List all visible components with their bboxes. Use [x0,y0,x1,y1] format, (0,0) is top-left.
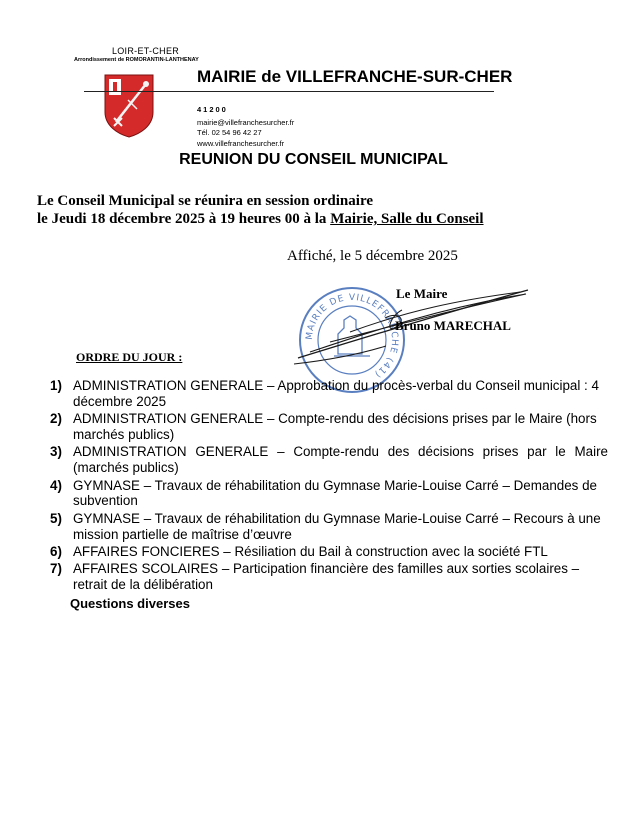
item-number: 1) [50,378,62,393]
arrondissement: Arrondissement de ROMORANTIN-LANTHENAY [74,57,199,63]
header-divider [84,91,494,92]
item-category: GYMNASE [73,510,140,526]
mayor-title: Le Maire [396,286,448,301]
document-title: REUNION DU CONSEIL MUNICIPAL [179,151,448,168]
item-text: Approbation du procès-verbal du Conseil municipal : 4 décembre 2025 [73,378,599,409]
item-text: Compte-rendu des décisions prises par le Maire (marchés publics) [73,444,608,476]
session-place: Mairie, Salle du Conseil [330,211,484,227]
agenda-item: 5) GYMNASE – Travaux de réhabilitation du Gymnase Marie-Louise Carré – Recours à une mission partielle de maîtrise d’œuvre [50,510,601,542]
department-name: LOIR-ET-CHER [111,46,180,56]
item-number: 3) [50,444,62,460]
item-number: 2) [50,411,62,427]
agenda-item: 2) ADMINISTRATION GENERALE – Compte-rendu des décisions prises par le Maire (hors marchés publics) [50,411,597,442]
coat-of-arms-icon [104,74,154,138]
item-text: Résiliation du Bail à construction avec la société FTL [234,543,548,559]
agenda-item: 4) GYMNASE – Travaux de réhabilitation du Gymnase Marie-Louise Carré – Demandes de subvention [50,477,597,509]
session-line-2 [37,211,484,228]
agenda-item: 6) AFFAIRES FONCIERES – Résiliation du Bail à construction avec la société FTL [50,543,548,559]
item-category: ADMINISTRATION GENERALE [73,411,264,427]
item-text: Compte-rendu des décisions prises par le Maire (hors marchés publics) [73,411,597,442]
agenda-item: 7) AFFAIRES SCOLAIRES – Participation financière des familles aux sorties scolaires – retrait de la délibération [50,561,580,593]
questions-diverses: Questions diverses [70,596,190,611]
agenda-item: 3) ADMINISTRATION GENERALE – Compte-rendu des décisions prises par le Maire (marchés publics) [50,444,608,476]
item-category: GYMNASE [73,477,140,493]
mayor-name: Bruno MARECHAL [395,318,511,333]
session-date: le Jeudi 18 décembre 2025 à 19 heures 00 à la [37,211,331,227]
email-address: mairie@villefranchesurcher.fr [197,118,295,127]
item-category: AFFAIRES SCOLAIRES [73,561,219,577]
item-number: 5) [50,510,62,526]
item-number: 4) [50,477,62,493]
mairie-title: MAIRIE de VILLEFRANCHE-SUR-CHER [197,67,513,86]
item-category: ADMINISTRATION GENERALE [73,444,269,460]
agenda-list [48,378,608,595]
postal-code: 41200 [197,105,228,114]
website: www.villefranchesurcher.fr [197,139,285,148]
phone-number: Tél. 02 54 96 42 27 [197,128,262,137]
item-text: Participation financière des familles aux sorties scolaires – retrait de la délibération [73,561,580,593]
agenda-heading: ORDRE DU JOUR : [76,350,183,364]
posted-date: Affiché, le 5 décembre 2025 [287,248,458,264]
item-category: ADMINISTRATION GENERALE [73,378,264,393]
item-text: Travaux de réhabilitation du Gymnase Marie-Louise Carré – Recours à une mission partielle de maîtrise d’œuvre [73,510,601,542]
item-number: 6) [50,543,62,559]
item-number: 7) [50,561,62,577]
session-line-1: Le Conseil Municipal se réunira en session ordinaire [37,193,373,209]
item-category: AFFAIRES FONCIERES [73,543,220,559]
seal-text: MAIRIE DE VILLEFRANCHE (41) [304,292,400,380]
item-text: Travaux de réhabilitation du Gymnase Marie-Louise Carré – Demandes de subvention [73,477,597,509]
agenda-item: 1) ADMINISTRATION GENERALE – Approbation du procès-verbal du Conseil municipal : 4 décembre 2025 [50,378,599,409]
